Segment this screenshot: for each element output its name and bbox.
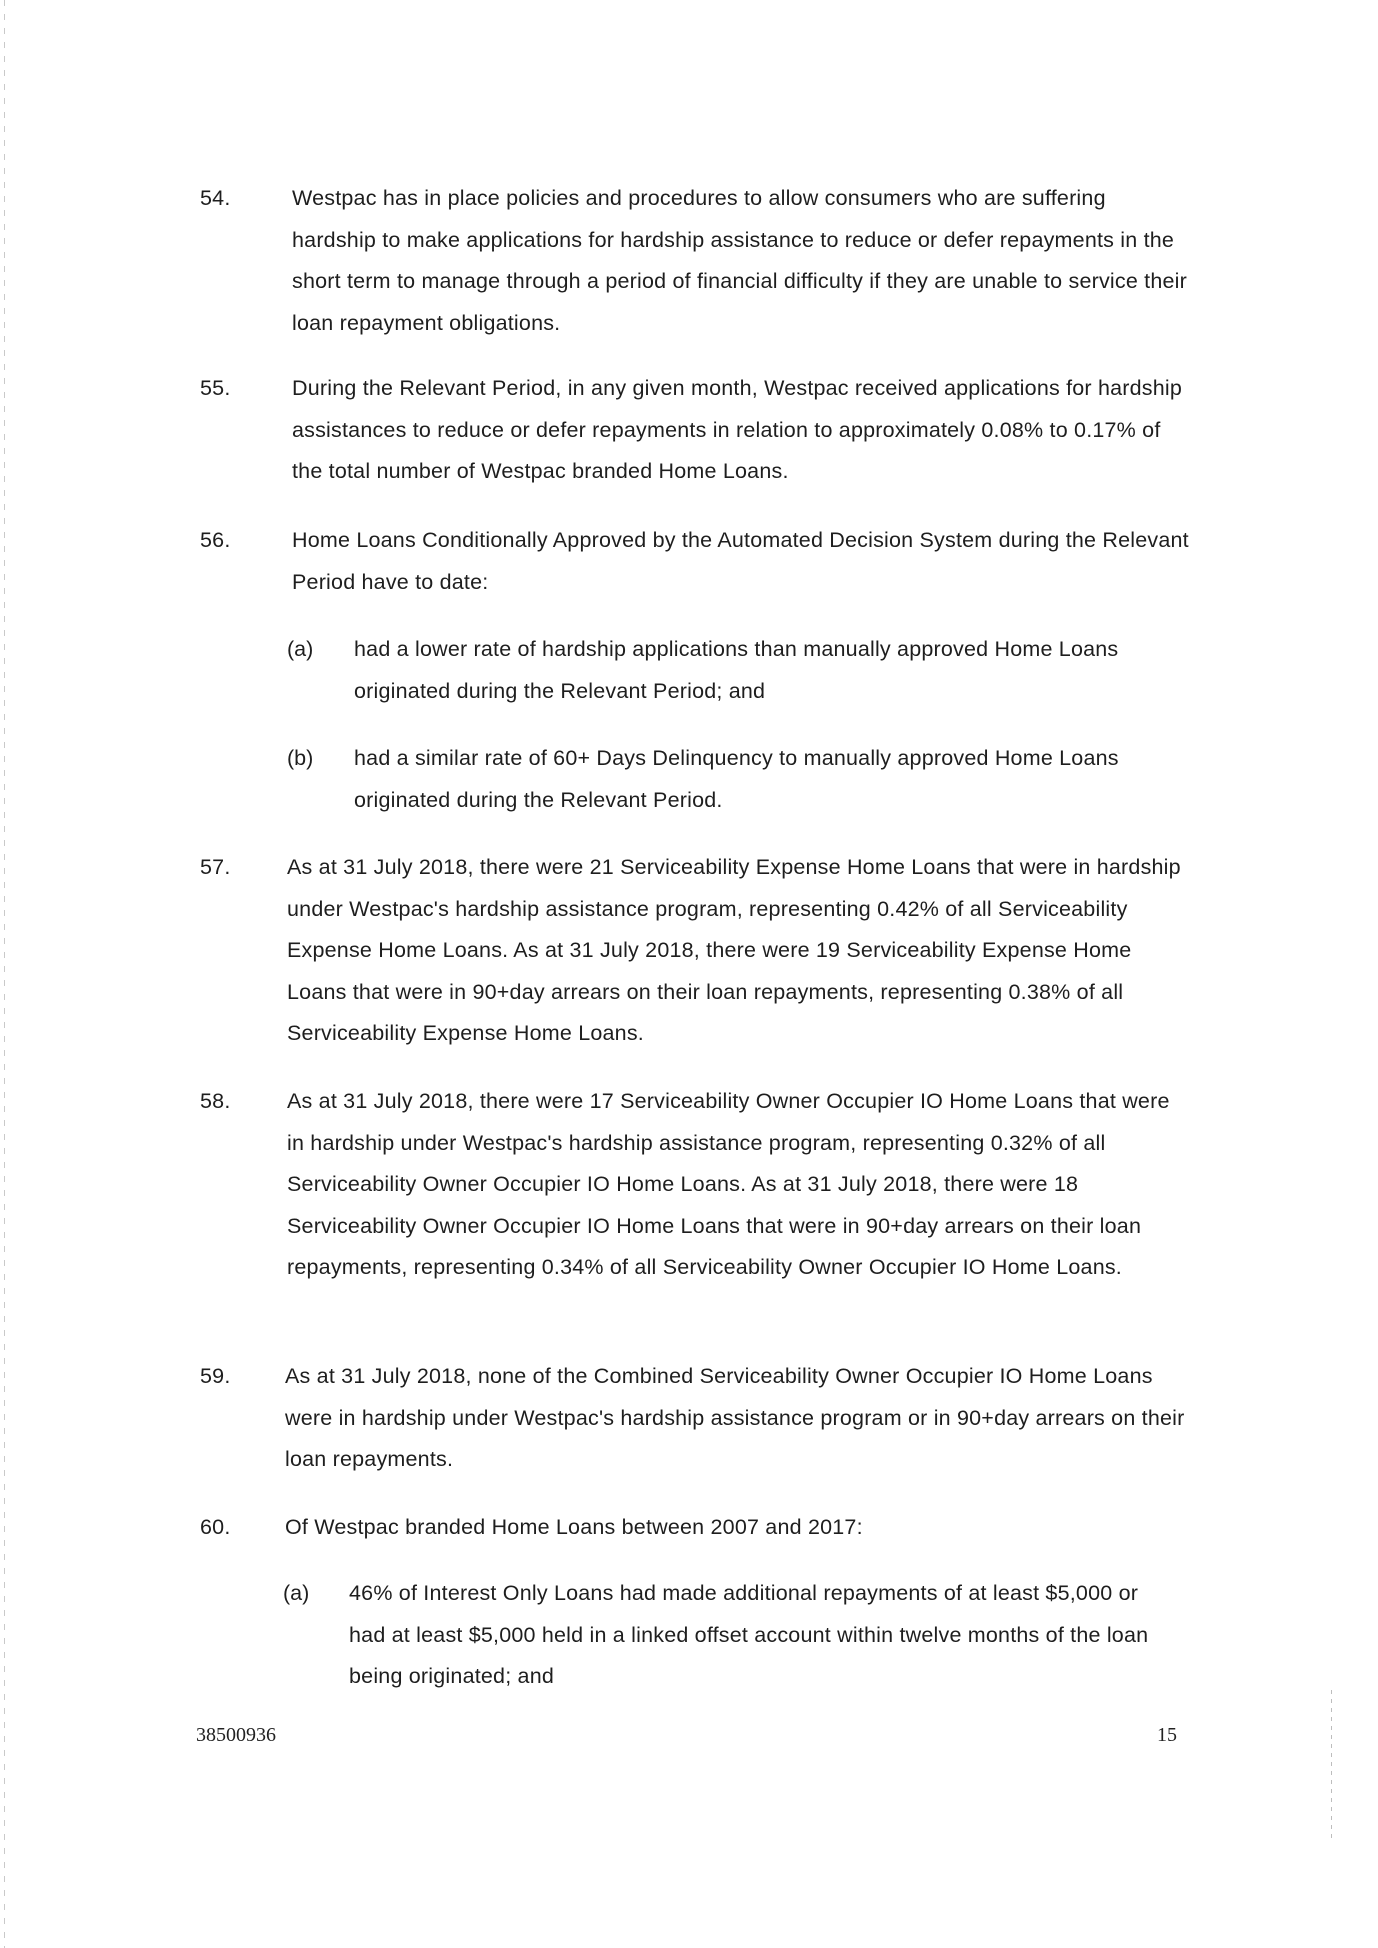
document-id: 38500936 — [196, 1724, 276, 1746]
paragraph-text: As at 31 July 2018, there were 21 Serviceability Expense Home Loans that were in hardship under Westpac's hardship assistance program, representing 0.42% of all Serviceability Expense Home Loans. As at 31 July 2018, there were 19 Serviceability Expense Home Loans that were in 90+day arrears on their loan repayments, representing 0.38% of all Serviceability Expense Home Loans. — [287, 855, 1181, 1045]
paragraph-text: As at 31 July 2018, none of the Combined Serviceability Owner Occupier IO Home Loans were in hardship under Westpac's hardship assistance program or in 90+day arrears on their loan repayments. — [285, 1364, 1185, 1471]
page-number: 15 — [1157, 1724, 1177, 1746]
paragraph-text: Of Westpac branded Home Loans between 2007 and 2017: — [285, 1515, 863, 1539]
paragraph-number: 59. — [200, 1364, 231, 1388]
paragraph-number: 57. — [200, 855, 231, 879]
subparagraph-text: had a similar rate of 60+ Days Delinquency to manually approved Home Loans originated during the Relevant Period. — [354, 746, 1119, 812]
paragraph-number: 54. — [200, 186, 231, 210]
paragraph-number: 60. — [200, 1515, 231, 1539]
paragraph-number: 58. — [200, 1089, 231, 1113]
subparagraph-label: (a) — [283, 1581, 310, 1605]
paragraph-number: 56. — [200, 528, 231, 552]
paragraph-text: During the Relevant Period, in any given month, Westpac received applications for hardship assistances to reduce or defer repayments in relation to approximately 0.08% to 0.17% of the total number of Westpac branded Home Loans. — [292, 376, 1183, 483]
scan-edge-right — [1331, 1690, 1332, 1840]
subparagraph-label: (a) — [287, 637, 314, 661]
subparagraph-label: (b) — [287, 746, 314, 770]
scan-edge-left — [4, 0, 5, 1948]
paragraph-text: Home Loans Conditionally Approved by the Automated Decision System during the Relevant Period have to date: — [292, 528, 1189, 594]
paragraph-text: As at 31 July 2018, there were 17 Serviceability Owner Occupier IO Home Loans that were in hardship under Westpac's hardship assistance program, representing 0.32% of all Serviceability Owner Occupier IO Home Loans. As at 31 July 2018, there were 18 Serviceability Owner Occupier IO Home Loans that were in 90+day arrears on their loan repayments, representing 0.34% of all Serviceability Owner Occupier IO Home Loans. — [287, 1089, 1170, 1279]
subparagraph-text: had a lower rate of hardship applications than manually approved Home Loans originated during the Relevant Period; and — [354, 637, 1119, 703]
paragraph-text: Westpac has in place policies and procedures to allow consumers who are suffering hardship to make applications for hardship assistance to reduce or defer repayments in the short term to manage through a period of financial difficulty if they are unable to service their loan repayment obligations. — [292, 186, 1188, 335]
subparagraph-text: 46% of Interest Only Loans had made additional repayments of at least $5,000 or had at least $5,000 held in a linked offset account within twelve months of the loan being originated; and — [349, 1581, 1149, 1688]
paragraph-number: 55. — [200, 376, 231, 400]
